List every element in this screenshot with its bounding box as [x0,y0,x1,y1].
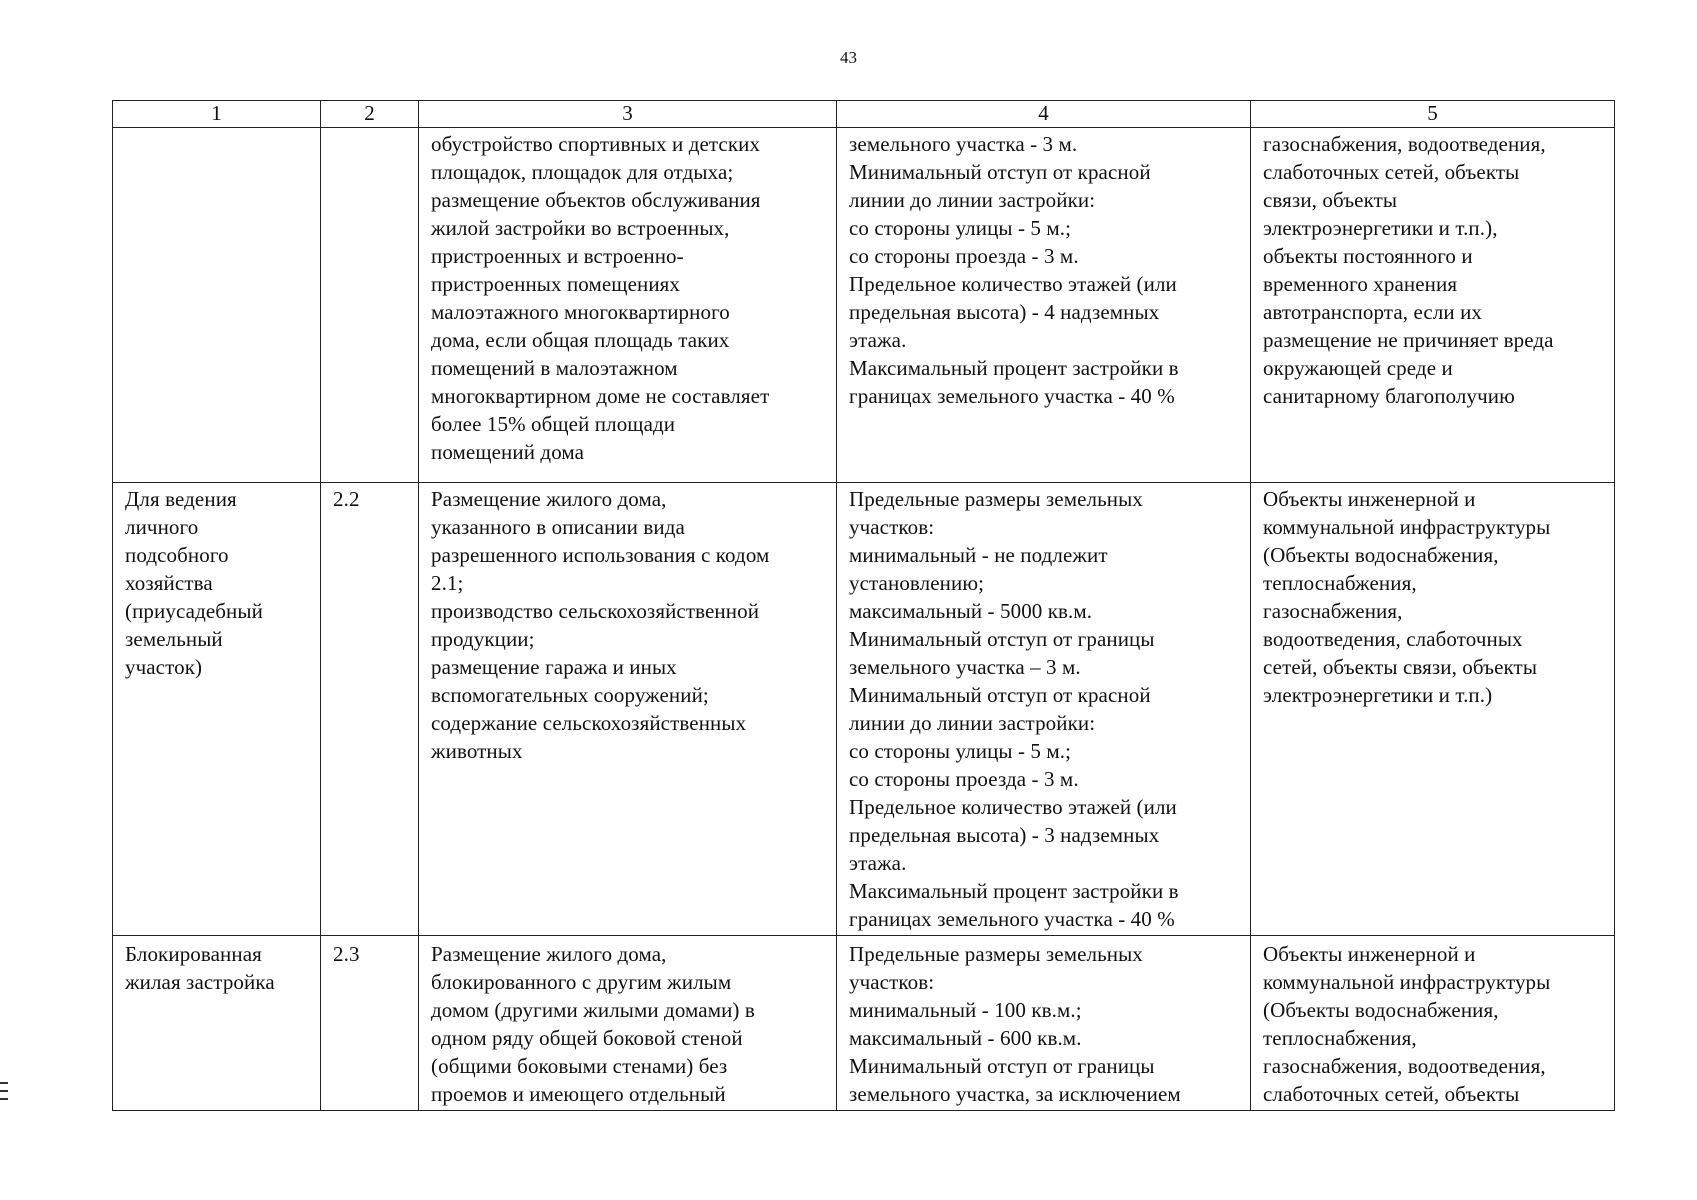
cell-text-line: максимальный - 600 кв.м. [849,1026,1082,1050]
cell-text-line: земельного участка – 3 м. [849,655,1081,679]
cell-text-line: границах земельного участка - 40 % [849,907,1175,931]
description-cell [419,483,837,936]
cell-text-line: предельная высота) - 3 надземных [849,823,1160,847]
header-cell-5: 5 [1251,101,1615,128]
margin-mark [0,1090,8,1092]
cell-text-line: водоотведения, слаботочных [1263,627,1523,651]
header-cell-4: 4 [837,101,1251,128]
cell-text-line: пристроенных и встроенно- [431,244,684,268]
cell-text-line: слаботочных сетей, объекты [1263,1082,1520,1106]
cell-text-line: малоэтажного многоквартирного [431,300,730,324]
cell-text-line: блокированного с другим жилым [431,970,732,994]
cell-text-line: газоснабжения, водоотведения, [1263,1054,1546,1078]
cell-text-line: участок) [125,655,203,679]
cell-text-line: линии до линии застройки: [849,188,1096,212]
cell-text-line: Минимальный отступ от красной [849,683,1151,707]
margin-mark [0,1082,8,1084]
cell-text-line: установлению; [849,571,985,595]
cell-text-line: (приусадебный [125,599,263,623]
use-type-cell [113,483,321,936]
cell-text-line: сетей, объекты связи, объекты [1263,655,1538,679]
cell-text-line: проемов и имеющего отдельный [431,1082,726,1106]
cell-text-line: Предельные размеры земельных [849,942,1143,966]
cell-text-line: обустройство спортивных и детских [431,132,761,156]
cell-text-line: земельного участка, за исключением [849,1082,1181,1106]
cell-text-line: границах земельного участка - 40 % [849,384,1175,408]
cell-text-line: со стороны проезда - 3 м. [849,767,1079,791]
cell-text-line: помещений дома [431,440,585,464]
cell-text-line: содержание сельскохозяйственных [431,711,747,735]
land-use-table [112,100,1615,1111]
cell-text-line: Объекты инженерной и [1263,942,1476,966]
cell-text-line: связи, объекты [1263,188,1398,212]
cell-text-line: электроэнергетики и т.п.) [1263,683,1493,707]
cell-text-line: автотранспорта, если их [1263,300,1483,324]
cell-text-line: вспомогательных сооружений; [431,683,709,707]
table-row [113,483,1615,936]
code-cell [321,483,419,936]
use-type-cell [113,128,321,483]
cell-text-line: Предельное количество этажей (или [849,272,1177,296]
cell-text-line: коммунальной инфраструктуры [1263,515,1551,539]
code-cell [321,128,419,483]
cell-text-line: размещение гаража и иных [431,655,677,679]
cell-text-line: Минимальный отступ от границы [849,627,1155,651]
parameters-cell [837,128,1251,483]
header-cell-3: 3 [419,101,837,128]
cell-text-line: 2.2 [333,487,360,511]
cell-text-line: со стороны улицы - 5 м.; [849,216,1072,240]
table-body [113,101,1615,1111]
cell-text-line: объекты постоянного и [1263,244,1473,268]
cell-text-line: линии до линии застройки: [849,711,1096,735]
cell-text-line: теплоснабжения, [1263,1026,1417,1050]
infrastructure-cell [1251,483,1615,936]
cell-text-line: домом (другими жилыми домами) в [431,998,755,1022]
parameters-cell [837,483,1251,936]
cell-text-line: со стороны улицы - 5 м.; [849,739,1072,763]
cell-text-line: Для ведения [125,487,237,511]
cell-text-line: личного [125,515,199,539]
cell-text-line: временного хранения [1263,272,1458,296]
description-cell [419,936,837,1111]
cell-text-line: многоквартирном доме не составляет [431,384,770,408]
cell-text-line: со стороны проезда - 3 м. [849,244,1079,268]
cell-text-line: разрешенного использования с кодом [431,543,770,567]
cell-text-line: газоснабжения, [1263,599,1403,623]
cell-text-line: Предельные размеры земельных [849,487,1143,511]
cell-text-line: (Объекты водоснабжения, [1263,543,1499,567]
cell-text-line: газоснабжения, водоотведения, [1263,132,1546,156]
cell-text-line: коммунальной инфраструктуры [1263,970,1551,994]
cell-text-line: 2.3 [333,942,360,966]
cell-text-line: окружающей среде и [1263,356,1453,380]
cell-text-line: санитарному благополучию [1263,384,1515,408]
cell-text-line: теплоснабжения, [1263,571,1417,595]
cell-text-line: хозяйства [125,571,213,595]
cell-text-line: предельная высота) - 4 надземных [849,300,1160,324]
infrastructure-cell [1251,128,1615,483]
code-cell [321,936,419,1111]
cell-text-line: животных [431,739,523,763]
cell-text-line: жилой застройки во встроенных, [431,216,730,240]
cell-text-line: минимальный - не подлежит [849,543,1108,567]
cell-text-line: указанного в описании вида [431,515,685,539]
cell-text-line: пристроенных помещениях [431,272,681,296]
cell-text-line: (общими боковыми стенами) без [431,1054,728,1078]
cell-text-line: слаботочных сетей, объекты [1263,160,1520,184]
use-type-cell [113,936,321,1111]
header-row [113,101,1615,128]
page-number: 43 [840,48,857,67]
cell-text-line: минимальный - 100 кв.м.; [849,998,1082,1022]
cell-text-line: площадок, площадок для отдыха; [431,160,734,184]
cell-text-line: этажа. [849,328,907,352]
cell-text-line: этажа. [849,851,907,875]
cell-text-line: производство сельскохозяйственной [431,599,760,623]
header-cell-1: 1 [113,101,321,128]
cell-text-line: Объекты инженерной и [1263,487,1476,511]
table-row [113,128,1615,483]
cell-text-line: (Объекты водоснабжения, [1263,998,1499,1022]
cell-text-line: Максимальный процент застройки в [849,356,1179,380]
description-cell [419,128,837,483]
header-cell-2: 2 [321,101,419,128]
cell-text-line: участков: [849,970,935,994]
cell-text-line: помещений в малоэтажном [431,356,678,380]
infrastructure-cell [1251,936,1615,1111]
cell-text-line: Минимальный отступ от красной [849,160,1151,184]
cell-text-line: Минимальный отступ от границы [849,1054,1155,1078]
margin-mark [0,1098,8,1100]
cell-text-line: Предельное количество этажей (или [849,795,1177,819]
cell-text-line: Максимальный процент застройки в [849,879,1179,903]
cell-text-line: дома, если общая площадь таких [431,328,730,352]
cell-text-line: максимальный - 5000 кв.м. [849,599,1093,623]
cell-text-line: одном ряду общей боковой стеной [431,1026,743,1050]
cell-text-line: 2.1; [431,571,464,595]
cell-text-line: Размещение жилого дома, [431,487,667,511]
parameters-cell [837,936,1251,1111]
cell-text-line: подсобного [125,543,229,567]
cell-text-line: земельный [125,627,223,651]
cell-text-line: более 15% общей площади [431,412,676,436]
cell-text-line: Блокированная [125,942,262,966]
cell-text-line: земельного участка - 3 м. [849,132,1078,156]
cell-text-line: продукции; [431,627,535,651]
cell-text-line: Размещение жилого дома, [431,942,667,966]
cell-text-line: жилая застройка [125,970,275,994]
table-row [113,936,1615,1111]
cell-text-line: участков: [849,515,935,539]
cell-text-line: размещение не причиняет вреда [1263,328,1554,352]
cell-text-line: электроэнергетики и т.п.), [1263,216,1498,240]
cell-text-line: размещение объектов обслуживания [431,188,761,212]
